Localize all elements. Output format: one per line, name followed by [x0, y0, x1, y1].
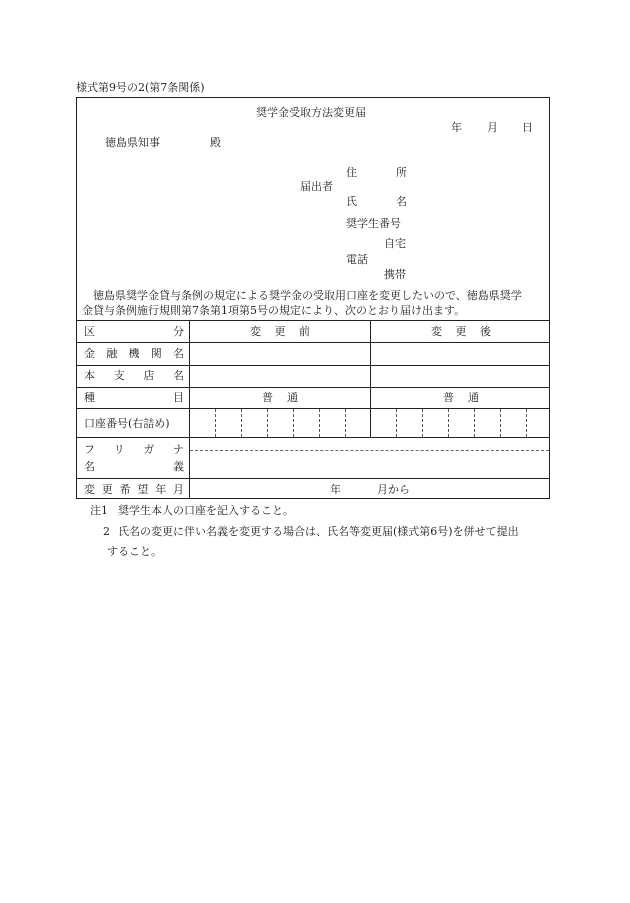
row-label-char: ナ [172, 443, 184, 456]
row-label-char: 機 [128, 347, 140, 360]
row-label-char: 義 [173, 460, 184, 473]
type-value-before [262, 392, 298, 403]
table-top-rule [76, 320, 550, 321]
name-label-1: 氏 [346, 195, 357, 208]
address-label-1: 住 [346, 166, 357, 179]
row-label-char: 本 [84, 369, 95, 382]
after-header-char: 更 [455, 325, 467, 338]
row-label-char: リ [113, 443, 125, 456]
row-label-char: 関 [150, 347, 162, 360]
row-label-desired [84, 484, 184, 495]
type-value-char: 普 [262, 391, 273, 404]
row-label-char: 融 [106, 347, 118, 360]
note2-line2: すること。 [107, 545, 162, 558]
row-label-char: 目 [173, 391, 184, 404]
date-day-label: 日 [522, 121, 533, 134]
address-label-2: 所 [396, 166, 407, 179]
row-label-holder [84, 461, 184, 472]
date-year-label: 年 [451, 121, 462, 134]
form-title: 奨学金受取方法変更届 [256, 106, 366, 119]
table-rule [76, 365, 550, 366]
row-label-char: 更 [101, 483, 113, 496]
row-label-account: 口座番号(右詰め) [84, 417, 170, 430]
digit-divider [267, 409, 268, 437]
body-text-line1: 徳島県奨学金貸与条例の規定による奨学金の受取用口座を変更したいので、徳島県奨学 [93, 289, 522, 302]
digit-divider [474, 409, 475, 437]
phone-home-label: 自宅 [384, 237, 406, 250]
type-value-char: 普 [443, 391, 454, 404]
before-header-char: 前 [299, 325, 310, 338]
note2-prefix: 2 [103, 525, 110, 538]
table-column-divider [189, 320, 190, 499]
digit-divider [448, 409, 449, 437]
type-value-char: 通 [468, 391, 479, 404]
row-label-char: 金 [84, 347, 95, 360]
row-label-furigana [84, 444, 184, 455]
digit-divider [293, 409, 294, 437]
digit-divider [215, 409, 216, 437]
row-label-type [84, 392, 184, 403]
row-label-char: 支 [113, 369, 125, 382]
table-column-divider [370, 320, 371, 437]
division-header [84, 326, 184, 337]
before-header [250, 326, 310, 337]
type-value-char: 通 [287, 391, 298, 404]
table-rule [76, 387, 550, 388]
name-label-2: 名 [396, 195, 407, 208]
digit-divider [241, 409, 242, 437]
row-label-char: 名 [84, 460, 95, 473]
note2-line1: 氏名の変更に伴い名義を変更する場合は、氏名等変更届(様式第6号)を併せて提出 [118, 525, 519, 538]
row-label-char: 変 [84, 483, 95, 496]
digit-divider [319, 409, 320, 437]
desired-year-label: 年 [330, 483, 341, 496]
row-label-char: 月 [172, 483, 184, 496]
table-rule [76, 408, 550, 409]
note1-text: 奨学生本人の口座を記入すること。 [118, 504, 294, 517]
division-header-char: 分 [173, 325, 184, 338]
digit-divider [345, 409, 346, 437]
desired-month-label: 月から [377, 483, 410, 496]
before-header-char: 更 [274, 325, 286, 338]
row-label-char: 名 [172, 369, 184, 382]
before-header-char: 変 [250, 325, 261, 338]
after-header-char: 後 [480, 325, 491, 338]
furigana-divider [190, 450, 549, 451]
row-label-branch [84, 370, 184, 381]
row-label-bank [84, 348, 184, 359]
form-number: 様式第9号の2(第7条関係) [76, 81, 205, 94]
row-label-char: 店 [143, 369, 155, 382]
row-label-char: 名 [173, 347, 184, 360]
after-header [431, 326, 491, 337]
applicant-label: 届出者 [300, 180, 333, 193]
student-number-label: 奨学生番号 [346, 217, 401, 230]
row-label-char: 希 [119, 483, 131, 496]
body-text-line2: 金貸与条例施行規則第7条第1項第5号の規定により、次のとおり届け出ます。 [82, 304, 466, 317]
row-label-char: ガ [143, 443, 155, 456]
row-label-char: フ [84, 443, 95, 456]
digit-divider [422, 409, 423, 437]
digit-divider [396, 409, 397, 437]
addressee-honorific: 殿 [210, 136, 221, 149]
division-header-char: 区 [84, 325, 95, 338]
note1-prefix: 注1 [90, 504, 108, 517]
phone-mobile-label: 携帯 [384, 268, 406, 281]
row-label-char: 年 [155, 483, 167, 496]
phone-label: 電話 [346, 253, 368, 266]
addressee-name: 徳島県知事 [105, 136, 160, 149]
table-rule [76, 342, 550, 343]
row-label-char: 望 [137, 483, 149, 496]
date-month-label: 月 [487, 121, 498, 134]
type-value-after [443, 392, 479, 403]
digit-divider [500, 409, 501, 437]
row-label-char: 種 [84, 391, 95, 404]
after-header-char: 変 [431, 325, 442, 338]
table-rule [76, 437, 550, 438]
table-rule [76, 478, 550, 479]
digit-divider [526, 409, 527, 437]
